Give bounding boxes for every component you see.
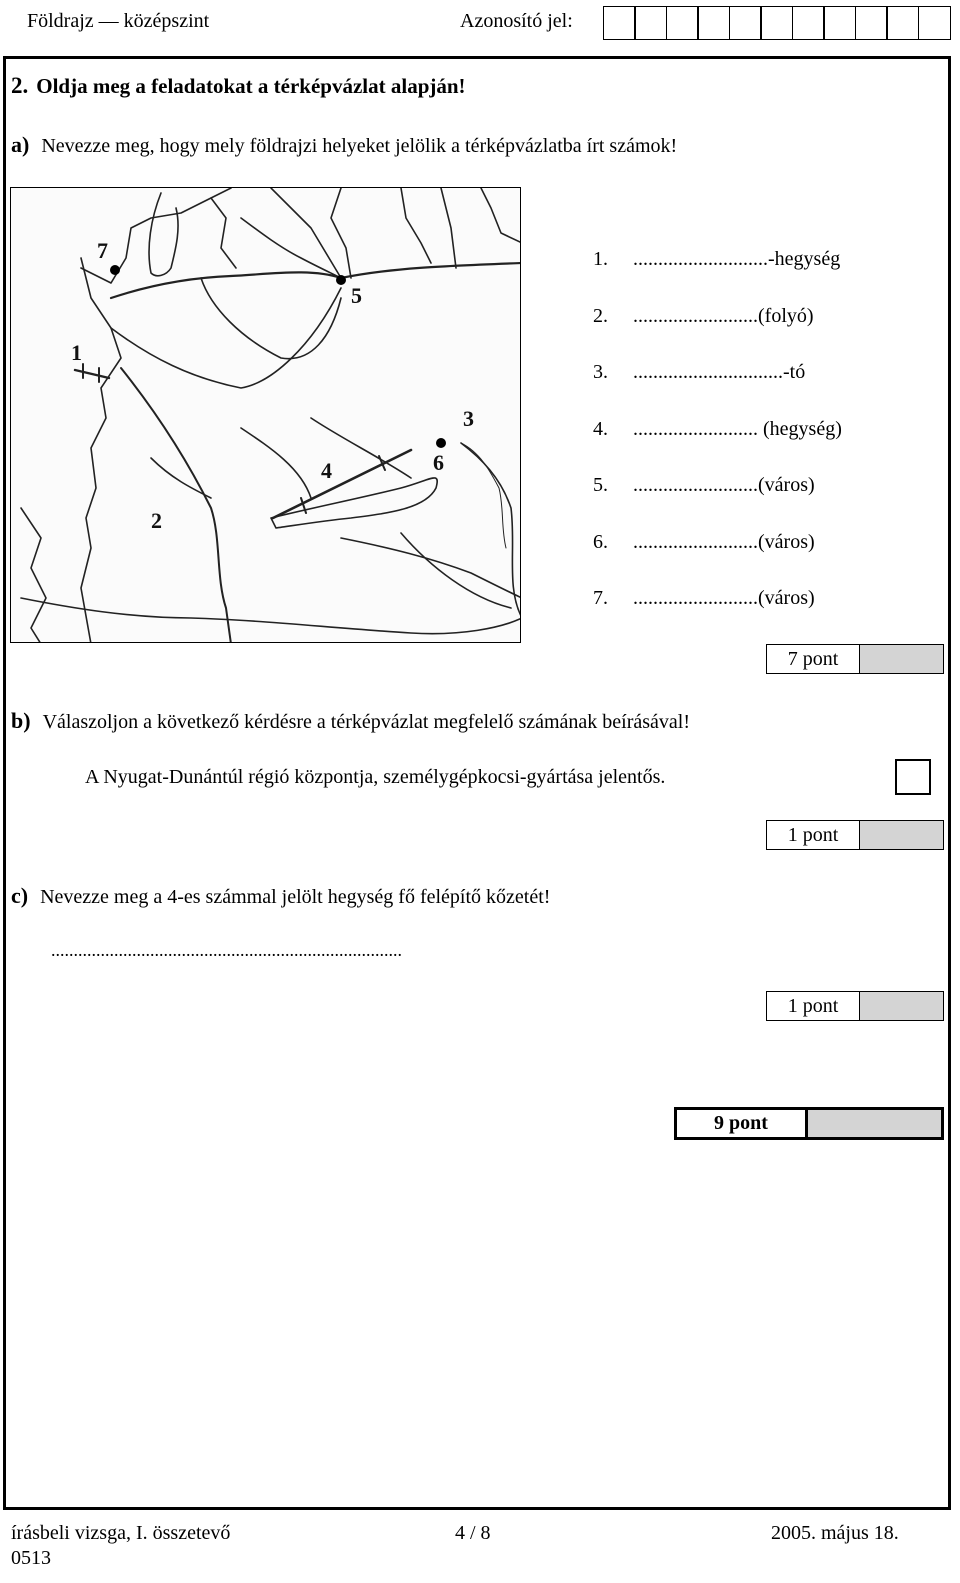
map-label-6: 6 — [433, 450, 444, 475]
id-box[interactable] — [918, 6, 951, 40]
answer-row-1[interactable]: 1. ...........................-hegység — [593, 248, 841, 270]
part-b-text: Válaszoljon a következő kérdésre a térképvázlat megfelelő számának beírásával! — [42, 711, 691, 733]
id-box[interactable] — [792, 6, 825, 40]
part-a-prompt — [11, 132, 677, 158]
score-value-c[interactable] — [860, 992, 943, 1020]
answer-row-5[interactable]: 5. .........................(város) — [593, 474, 815, 496]
city-dot-6 — [436, 438, 446, 448]
score-label-a: 7 pont — [767, 645, 860, 673]
part-c-answer-line[interactable]: .............................................................................. — [51, 940, 402, 960]
id-box[interactable] — [855, 6, 888, 40]
id-box[interactable] — [760, 6, 793, 40]
total-score-box — [674, 1107, 944, 1140]
part-b-prompt — [11, 708, 690, 734]
id-box[interactable] — [666, 6, 699, 40]
part-b-statement: A Nyugat-Dunántúl régió központja, személygépkocsi-gyártása jelentős. — [85, 766, 666, 788]
city-dot-5 — [336, 275, 346, 285]
id-box[interactable] — [603, 6, 636, 40]
part-c-label: c) — [11, 883, 29, 908]
total-score-label: 9 pont — [677, 1110, 808, 1137]
header-subject: Földrajz — középszint — [27, 10, 210, 32]
map-label-4: 4 — [321, 458, 332, 483]
answer-box-b[interactable] — [895, 759, 931, 795]
answer-row-7[interactable]: 7. .........................(város) — [593, 587, 815, 609]
map-label-1: 1 — [71, 340, 82, 365]
score-value-b[interactable] — [860, 821, 943, 849]
footer-exam: írásbeli vizsga, I. összetevő — [11, 1522, 231, 1544]
id-box[interactable] — [697, 6, 730, 40]
score-value-a[interactable] — [860, 645, 943, 673]
city-dot-7 — [110, 265, 120, 275]
id-box[interactable] — [823, 6, 856, 40]
id-boxes[interactable] — [604, 6, 951, 40]
answer-row-3[interactable]: 3. ..............................-tó — [593, 361, 806, 383]
part-b-label: b) — [11, 708, 31, 733]
answer-row-4[interactable]: 4. ......................... (hegység) — [593, 418, 842, 440]
id-box[interactable] — [886, 6, 919, 40]
score-box-a — [766, 644, 944, 674]
id-box[interactable] — [729, 6, 762, 40]
task-title — [11, 73, 466, 99]
part-c-text: Nevezze meg a 4-es számmal jelölt hegység fő felépítő kőzetét! — [40, 886, 551, 908]
task-number: 2. — [11, 73, 29, 98]
total-score-value[interactable] — [808, 1110, 941, 1137]
map-label-3: 3 — [463, 406, 474, 431]
score-box-c — [766, 991, 944, 1021]
id-label: Azonosító jel: — [460, 10, 573, 32]
footer-page: 4 / 8 — [455, 1522, 491, 1544]
part-a-text: Nevezze meg, hogy mely földrajzi helyeket jelölik a térképvázlatba írt számok! — [41, 135, 678, 157]
answer-row-2[interactable]: 2. .........................(folyó) — [593, 305, 814, 327]
map-drawing — [11, 188, 521, 643]
score-label-c: 1 pont — [767, 992, 860, 1020]
id-box[interactable] — [634, 6, 667, 40]
part-c-prompt — [11, 883, 550, 909]
score-box-b — [766, 820, 944, 850]
sketch-map — [10, 187, 521, 643]
map-label-5: 5 — [351, 283, 362, 308]
map-label-7: 7 — [97, 238, 108, 263]
part-a-label: a) — [11, 132, 30, 157]
task-title-text: Oldja meg a feladatokat a térképvázlat alapján! — [36, 74, 466, 98]
score-label-b: 1 pont — [767, 821, 860, 849]
footer-date: 2005. május 18. — [771, 1522, 899, 1544]
map-label-2: 2 — [151, 508, 162, 533]
footer-code: 0513 — [11, 1547, 51, 1569]
answer-row-6[interactable]: 6. .........................(város) — [593, 531, 815, 553]
